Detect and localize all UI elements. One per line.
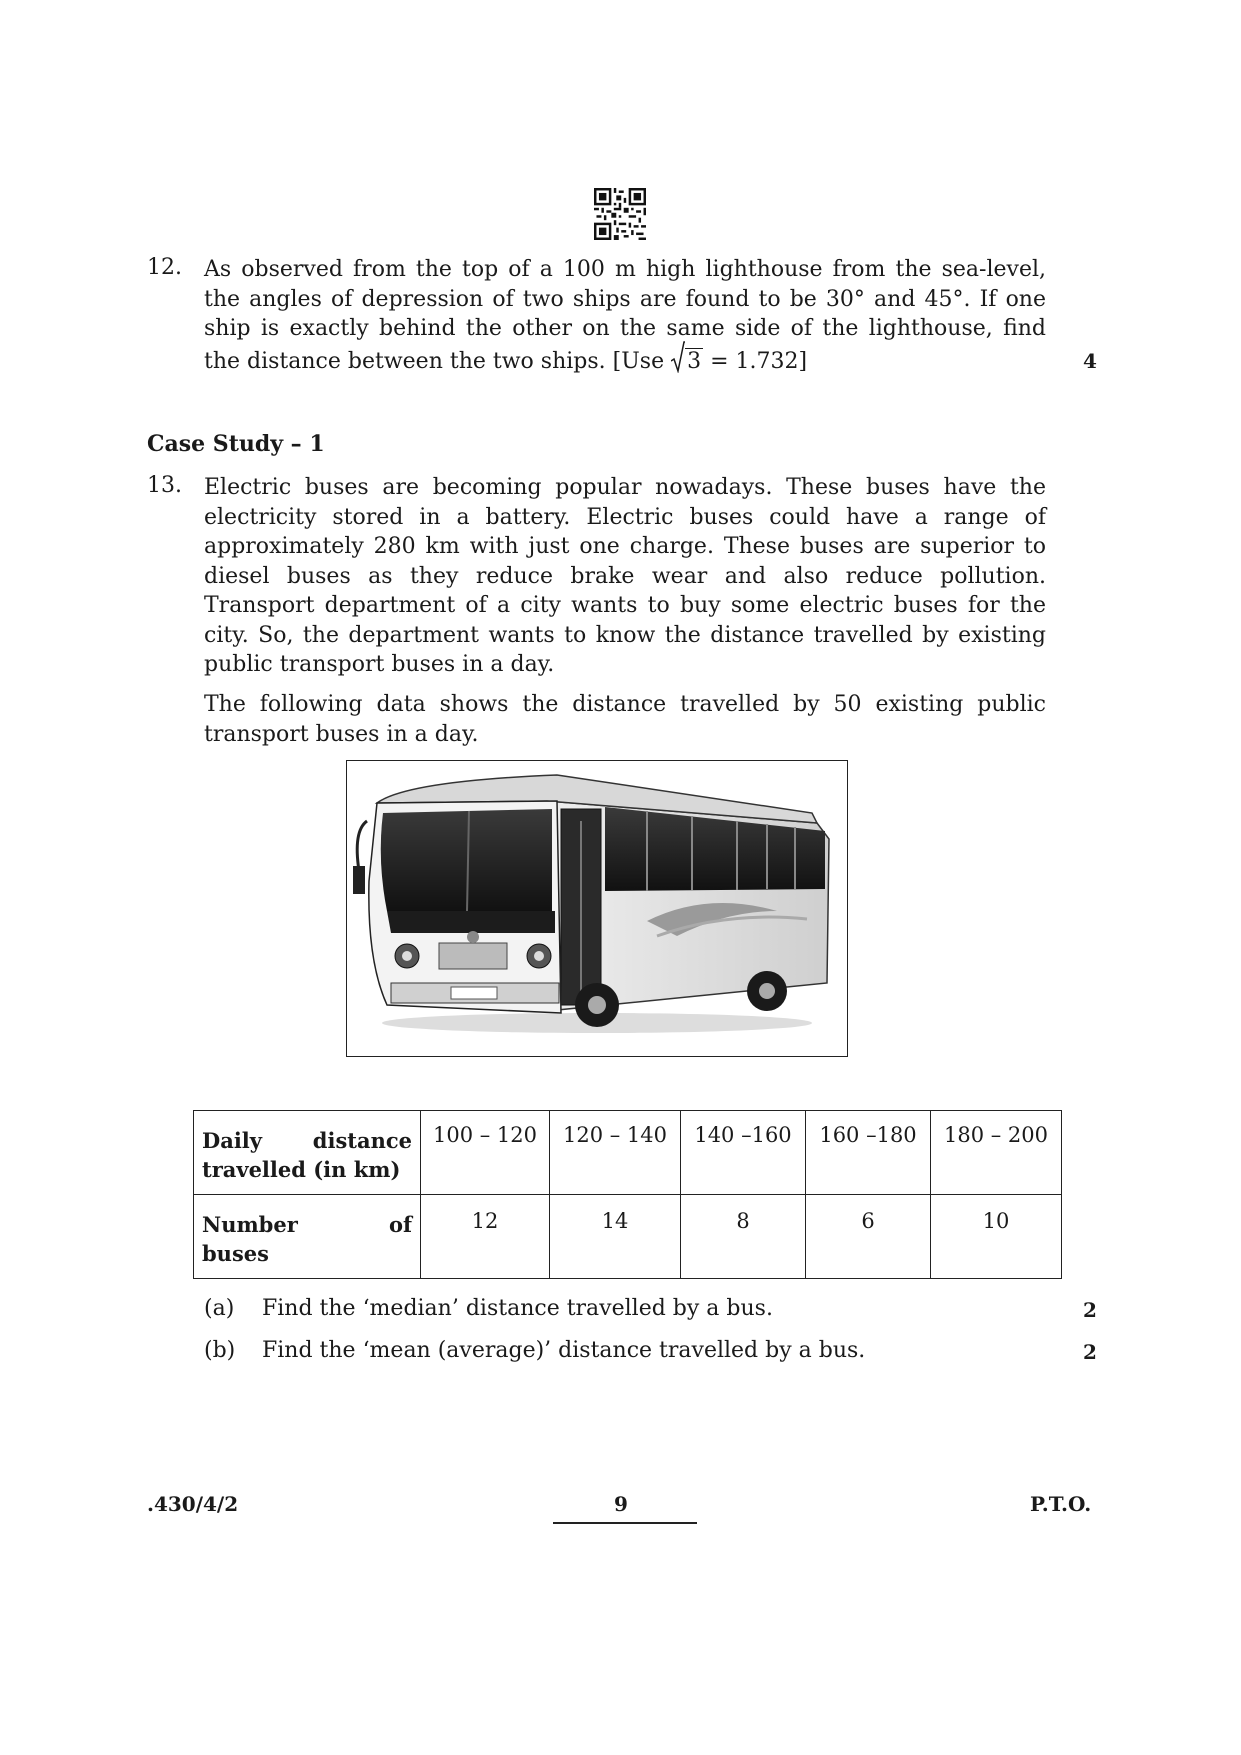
sqrt-argument: 3 [687,348,702,374]
paragraph-line: public transport buses in a day. [204,652,555,677]
radical-sign-icon [671,341,685,373]
header-word: Daily [202,1127,262,1153]
table-cell: 100 – 120 [421,1111,550,1195]
paragraph-line: electricity stored in a battery. Electric buses could have a range of [204,504,1046,530]
table-cell: 180 – 200 [931,1111,1062,1195]
marks: 2 [1083,1298,1097,1322]
paragraph-line: transport buses in a day. [204,721,479,747]
question-line-post: = 1.732] [703,348,808,374]
table-cell: 10 [931,1195,1062,1279]
header-word: of [388,1211,412,1237]
question-line-pre: the distance between the two ships. [Use [204,348,672,374]
question-number: 12. [147,255,182,280]
question-line: As observed from the top of a 100 m high lighthouse from the sea-level, [204,257,1046,282]
marks: 2 [1083,1340,1097,1364]
table-row [194,1111,1062,1195]
table-cell: 6 [806,1195,931,1279]
header-word: buses [202,1240,269,1266]
paragraph-line: diesel buses as they reduce brake wear and also reduce pollution. [204,563,1046,589]
pto-label: P.T.O. [1030,1492,1092,1516]
bus-photo [346,760,848,1057]
table-cell: 12 [421,1195,550,1279]
row-header [194,1195,421,1279]
page-number: 9 [614,1492,628,1516]
question-13-paragraph-1 [204,473,1046,680]
paper-code: .430/4/2 [147,1492,239,1516]
part-label: (b) [204,1338,236,1363]
header-word: distance [312,1127,412,1153]
paragraph-line: The following data shows the distance travelled by 50 existing public [204,692,1046,717]
question-line-last [204,347,1046,377]
bus-illustration [347,761,847,1056]
question-line: the angles of depression of two ships are found to be 30° and 45°. If one [204,286,1046,312]
question-line: ship is exactly behind the other on the same side of the lighthouse, find [204,316,1046,341]
part-text: Find the ‘median’ distance travelled by a bus. [262,1296,773,1321]
distance-frequency-table [193,1110,1062,1279]
part-label: (a) [204,1296,235,1321]
header-word: travelled (in km) [202,1156,401,1182]
question-13-paragraph-2 [204,690,1046,749]
table-cell: 160 –180 [806,1111,931,1195]
page-number-underline [553,1522,697,1524]
table-row [194,1195,1062,1279]
question-12-text [204,255,1046,376]
marks: 4 [1083,349,1097,373]
table-cell: 120 – 140 [550,1111,681,1195]
paragraph-line: Electric buses are becoming popular nowadays. These buses have the [204,475,1046,500]
table-cell: 140 –160 [681,1111,806,1195]
question-number: 13. [147,473,182,498]
case-study-heading: Case Study – 1 [147,431,325,457]
paragraph-line: city. So, the department wants to know the distance travelled by existing [204,622,1046,648]
table-cell: 14 [550,1195,681,1279]
paragraph-line: approximately 280 km with just one charge. These buses are superior to [204,534,1046,559]
header-word: Number [202,1211,298,1237]
qr-code-icon [594,188,646,240]
row-header [194,1111,421,1195]
paragraph-line: Transport department of a city wants to buy some electric buses for the [204,593,1046,618]
square-root [671,347,703,377]
part-text: Find the ‘mean (average)’ distance travelled by a bus. [262,1338,866,1363]
table-cell: 8 [681,1195,806,1279]
